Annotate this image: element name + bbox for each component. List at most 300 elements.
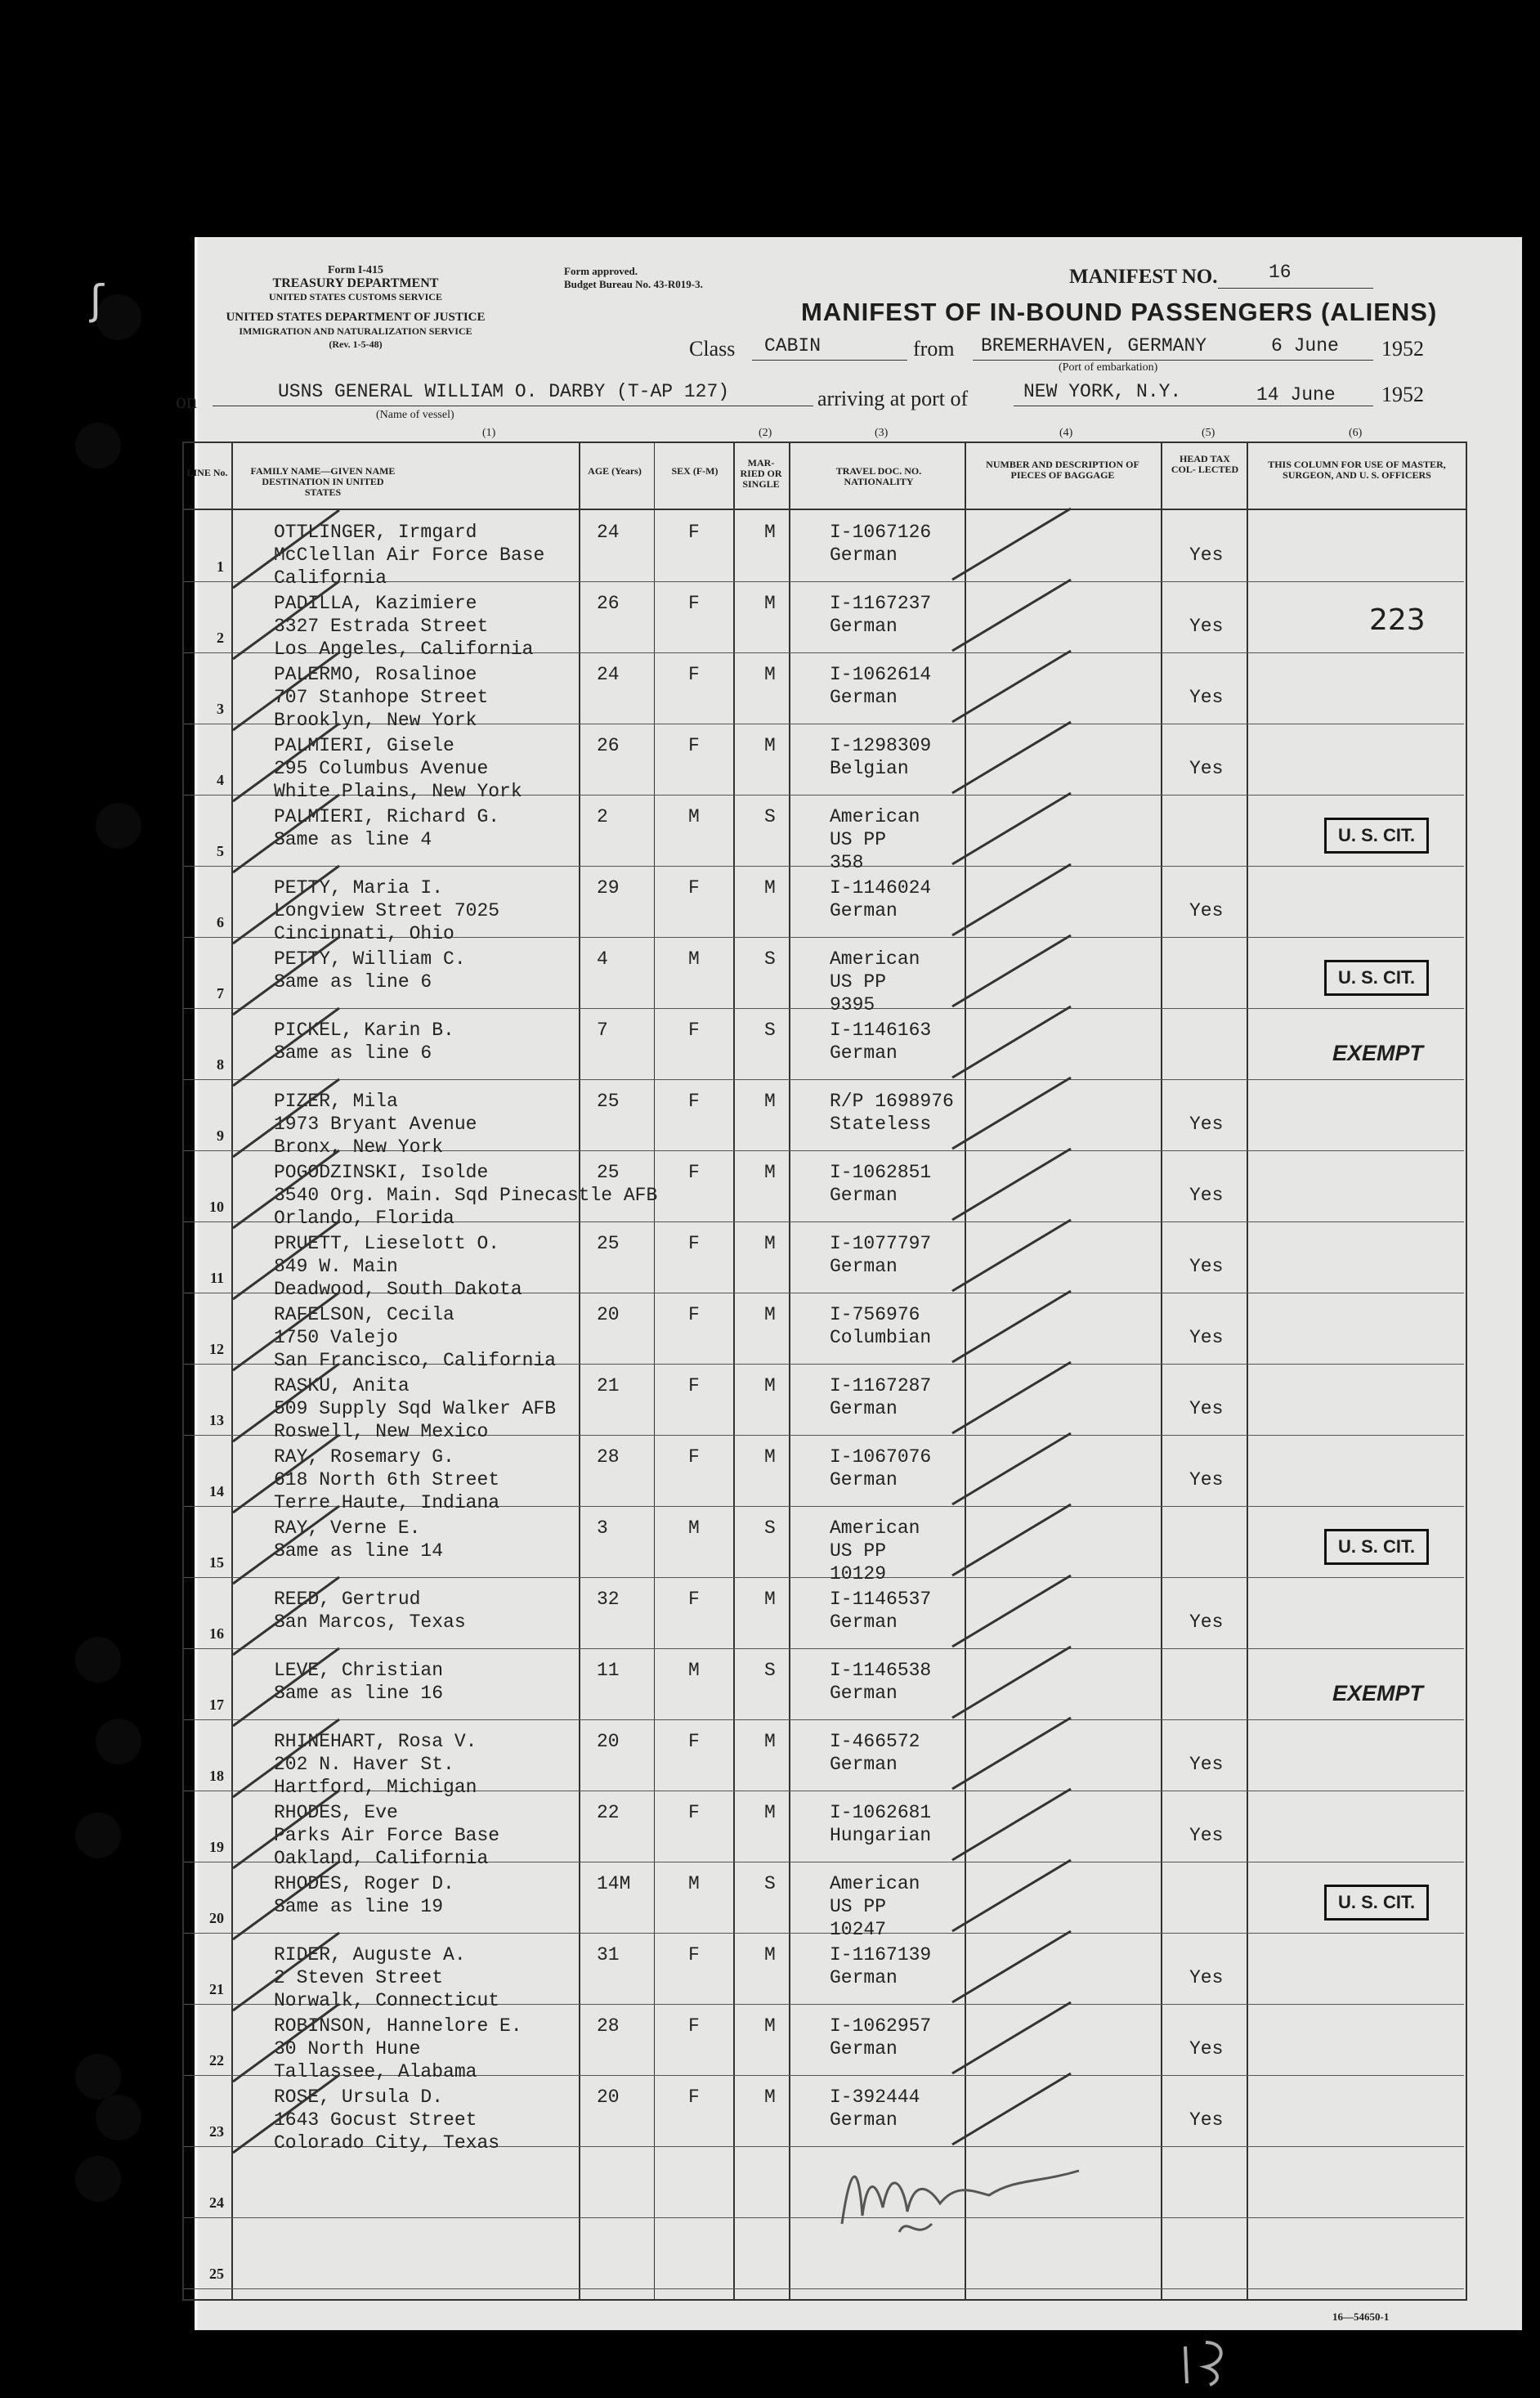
travel-doc-number: American [830,806,920,827]
destination-line-1: 849 W. Main [274,1256,398,1277]
port-embarkation-caption: (Port of embarkation) [1059,361,1158,374]
destination-line-2: Hartford, Michigan [274,1777,477,1798]
punch-hole [75,423,121,468]
passenger-name: RAY, Rosemary G. [274,1446,454,1468]
line-number: 5 [217,843,224,859]
age: 20 [597,1304,620,1325]
vessel-name: USNS GENERAL WILLIAM O. DARBY (T-AP 127) [278,381,730,402]
passenger-name: PETTY, William C. [274,948,466,970]
nationality: German [830,616,898,637]
line-number: 20 [209,1910,224,1926]
col-age: AGE (Years) [588,465,642,477]
sex: F [688,664,700,685]
travel-doc-number: I-1146163 [830,1020,932,1041]
line-number: 7 [217,985,224,1002]
check-slash-mark [229,2071,343,2161]
destination-line-2: White Plains, New York [274,781,522,802]
row-divider [184,1933,1464,1934]
marital-status: M [764,1802,776,1823]
departure-year: 1952 [1381,337,1424,361]
sex: F [688,1944,700,1965]
head-tax-collected: Yes [1189,1967,1224,1988]
row-divider [184,1719,1464,1720]
head-tax-collected: Yes [1189,1754,1224,1775]
manifest-number: 16 [1269,262,1292,283]
passenger-name: PALMIERI, Richard G. [274,806,500,827]
destination-line-1: 1973 Bryant Avenue [274,1114,477,1135]
destination-line-1: Same as line 16 [274,1683,444,1704]
passenger-name: PICKEL, Karin B. [274,1020,454,1041]
arrival-date: 14 June [1256,384,1336,406]
passenger-name: PALERMO, Rosalinoe [274,664,477,685]
punch-hole [75,1813,121,1858]
line-number: 10 [209,1199,224,1215]
passenger-name: REED, Gertrud [274,1589,421,1610]
head-tax-collected: Yes [1189,616,1224,637]
destination-line-1: McClellan Air Force Base [274,545,545,566]
head-tax-collected: Yes [1189,545,1224,566]
travel-doc-number: I-1077797 [830,1233,932,1254]
destination-line-1: San Marcos, Texas [274,1611,466,1633]
age: 7 [597,1020,608,1041]
passenger-name: RHODES, Eve [274,1802,398,1823]
head-tax-collected: Yes [1189,2109,1224,2131]
sex: M [688,806,700,827]
destination-line-2: Tallassee, Alabama [274,2061,477,2082]
age: 28 [597,1446,620,1468]
passenger-name: ROSE, Ursula D. [274,2086,444,2108]
line-number: 23 [209,2123,224,2140]
age: 22 [597,1802,620,1823]
exempt-stamp: EXEMPT [1332,1041,1424,1065]
travel-doc-number: I-1146537 [830,1589,932,1610]
punch-hole [75,1637,121,1683]
line-number: 6 [217,914,224,930]
marital-status: M [764,1162,776,1183]
form-approved: Form approved. [564,265,638,277]
marital-status: M [764,1233,776,1254]
col-num-4: (4) [1059,427,1073,439]
passenger-name: PALMIERI, Gisele [274,735,454,756]
line-number: 21 [209,1981,224,1997]
age: 24 [597,522,620,543]
age: 20 [597,2086,620,2108]
marital-status: M [764,1304,776,1325]
col-sex: SEX (F-M) [671,465,719,477]
baggage-slash-mark [948,1925,1079,2006]
travel-doc-number: I-392444 [830,2086,920,2108]
nationality: German [830,1256,898,1277]
sex: F [688,2015,700,2037]
line-number: 17 [209,1697,224,1713]
travel-doc-number: I-1298309 [830,735,932,756]
age: 28 [597,2015,620,2037]
destination-line-1: 509 Supply Sqd Walker AFB [274,1398,557,1419]
marital-status: M [764,593,776,614]
destination-line-1: 30 North Hune [274,2038,421,2060]
corner-mark: ʃ [90,276,104,324]
passenger-name: PADILLA, Kazimiere [274,593,477,614]
col-num-6: (6) [1349,427,1363,439]
age: 32 [597,1589,620,1610]
us-citizen-stamp: U. S. CIT. [1324,818,1429,854]
travel-doc-number: I-1062957 [830,2015,932,2037]
baggage-slash-mark [948,573,1079,655]
nationality: Stateless [830,1114,932,1135]
destination-line-2: Los Angeles, California [274,639,534,660]
marital-status: S [764,1020,776,1041]
class-value: CABIN [764,335,821,356]
form-number: Form I-415 [327,264,384,276]
row-divider [184,1648,1464,1649]
travel-doc-number: I-466572 [830,1731,920,1752]
marital-status: M [764,735,776,756]
destination-line-2: Colorado City, Texas [274,2132,500,2154]
age: 25 [597,1162,620,1183]
footer-code: 16—54650-1 [1332,2311,1390,2323]
passport-number: 10247 [830,1919,887,1940]
age: 11 [597,1660,620,1681]
marital-status: M [764,2015,776,2037]
travel-doc-number: I-1167237 [830,593,932,614]
travel-doc-number: I-1167287 [830,1375,932,1396]
nationality: German [830,2038,898,2060]
punch-hole [75,2156,121,2202]
destination-line-1: Parks Air Force Base [274,1825,500,1846]
baggage-slash-mark [948,1782,1079,1864]
age: 21 [597,1375,620,1396]
passenger-name: RIDER, Auguste A. [274,1944,466,1965]
baggage-slash-mark [948,787,1079,868]
marital-status: M [764,522,776,543]
sex: F [688,1802,700,1823]
destination-line-1: 618 North 6th Street [274,1469,500,1490]
marital-status: M [764,1944,776,1965]
sex: M [688,948,700,970]
sex: F [688,1589,700,1610]
punch-hole [96,803,141,849]
head-tax-collected: Yes [1189,2038,1224,2060]
baggage-slash-mark [948,1996,1079,2078]
head-tax-collected: Yes [1189,1398,1224,1419]
marital-status: S [764,806,776,827]
age: 31 [597,1944,620,1965]
passenger-name: LEVE, Christian [274,1660,444,1681]
line-number: 14 [209,1483,224,1499]
age: 3 [597,1517,608,1539]
head-tax-collected: Yes [1189,758,1224,779]
nationality: German [830,1611,898,1633]
nationality: US PP [830,1540,887,1562]
marital-status: M [764,1091,776,1112]
destination-line-2: Roswell, New Mexico [274,1421,489,1442]
travel-doc-number: I-1062681 [830,1802,932,1823]
nationality: German [830,1469,898,1490]
destination-line-2: Terre Haute, Indiana [274,1492,500,1513]
destination-line-1: 295 Columbus Avenue [274,758,489,779]
line-number: 15 [209,1554,224,1571]
punch-hole [96,1719,141,1764]
passenger-name: PIZER, Mila [274,1091,398,1112]
sex: F [688,1020,700,1041]
line-number: 16 [209,1625,224,1642]
baggage-slash-mark [948,502,1079,584]
sex: F [688,1446,700,1468]
us-citizen-stamp: U. S. CIT. [1324,1529,1429,1565]
col-num-1: (1) [482,427,496,439]
destination-line-2: Brooklyn, New York [274,710,477,731]
baggage-slash-mark [948,1569,1079,1651]
destination-line-2: California [274,567,387,589]
customs-service: UNITED STATES CUSTOMS SERVICE [269,291,442,303]
col-num-5: (5) [1202,427,1215,439]
col-name: FAMILY NAME—GIVEN NAME DESTINATION IN UNITED STATES [250,465,396,498]
travel-doc-number: I-1067126 [830,522,932,543]
sex: F [688,1162,700,1183]
baggage-slash-mark [948,644,1079,726]
line-number: 18 [209,1768,224,1784]
destination-line-2: San Francisco, California [274,1350,557,1371]
revision: (Rev. 1-5-48) [329,338,383,350]
manifest-label: MANIFEST NO. [1069,266,1218,288]
departure-date: 6 June [1271,335,1339,356]
baggage-slash-mark [948,858,1079,939]
nationality: Hungarian [830,1825,932,1846]
nationality: German [830,1398,898,1419]
baggage-slash-mark [948,1498,1079,1580]
sex: F [688,877,700,899]
line-number: 25 [209,2266,224,2282]
destination-line-1: Same as line 6 [274,971,432,993]
line-number: 9 [217,1127,224,1144]
destination-line-1: Same as line 14 [274,1540,444,1562]
head-tax-collected: Yes [1189,1114,1224,1135]
page-number: 223 [1369,603,1426,637]
line-number: 3 [217,701,224,717]
nationality: US PP [830,971,887,993]
col-baggage: NUMBER AND DESCRIPTION OF PIECES OF BAGGAGE [986,459,1139,481]
nationality: German [830,1042,898,1064]
destination-line-2: Bronx, New York [274,1136,444,1158]
marital-status: M [764,2086,776,2108]
budget-bureau: Budget Bureau No. 43-R019-3. [564,278,703,290]
sex: F [688,593,700,614]
punch-hole [75,2054,121,2100]
exempt-stamp: EXEMPT [1332,1681,1424,1705]
age: 24 [597,664,620,685]
baggage-slash-mark [948,715,1079,797]
manifest-title: MANIFEST OF IN-BOUND PASSENGERS (ALIENS) [801,298,1438,326]
passenger-name: ROBINSON, Hannelore E. [274,2015,522,2037]
nationality: US PP [830,1896,887,1917]
marital-status: M [764,1731,776,1752]
arrival-year: 1952 [1381,383,1424,406]
destination-line-1: 707 Stanhope Street [274,687,489,708]
row-divider [184,1577,1464,1578]
line-number: 1 [217,558,224,575]
destination-line-2: Oakland, California [274,1848,489,1869]
sex: F [688,735,700,756]
nationality: German [830,900,898,921]
nationality: German [830,2109,898,2131]
baggage-slash-mark [948,1711,1079,1793]
punch-hole [96,2095,141,2140]
nationality: German [830,1967,898,1988]
sex: F [688,1731,700,1752]
line-number: 12 [209,1341,224,1357]
destination-line-1: Same as line 4 [274,829,432,850]
baggage-slash-mark [948,1284,1079,1366]
baggage-slash-mark [948,1853,1079,1935]
travel-doc-number: R/P 1698976 [830,1091,954,1112]
line-number: 13 [209,1412,224,1428]
head-tax-collected: Yes [1189,1611,1224,1633]
marital-status: S [764,1660,776,1681]
signature-scrawl [826,2134,1104,2257]
row-divider [184,1079,1464,1080]
head-tax-collected: Yes [1189,687,1224,708]
travel-doc-number: I-1067076 [830,1446,932,1468]
us-citizen-stamp: U. S. CIT. [1324,960,1429,996]
age: 20 [597,1731,620,1752]
sex: F [688,2086,700,2108]
line-number: 8 [217,1056,224,1073]
arriving-label: arriving at port of [817,387,969,410]
travel-doc-number: I-1146538 [830,1660,932,1681]
sex: M [688,1517,700,1539]
destination-line-2: Orlando, Florida [274,1208,454,1229]
passenger-name: RHINEHART, Rosa V. [274,1731,477,1752]
baggage-slash-mark [948,1356,1079,1437]
row-divider [184,2217,1464,2218]
sex: F [688,1304,700,1325]
passenger-name: RAY, Verne E. [274,1517,421,1539]
col-travel-doc: TRAVEL DOC. NO. NATIONALITY [835,465,922,487]
travel-doc-number: I-1062614 [830,664,932,685]
col-officers: THIS COLUMN FOR USE OF MASTER, SURGEON, AND U. S. OFFICERS [1268,459,1446,481]
baggage-slash-mark [948,1000,1079,1082]
nationality: Columbian [830,1327,932,1348]
baggage-slash-mark [948,1071,1079,1153]
baggage-slash-mark [948,1427,1079,1508]
passport-number: 10129 [830,1563,887,1584]
from-value: BREMERHAVEN, GERMANY [981,335,1207,356]
travel-doc-number: American [830,948,920,970]
passenger-name: PETTY, Maria I. [274,877,444,899]
sex: M [688,1873,700,1894]
line-number: 4 [217,772,224,788]
justice-dept: UNITED STATES DEPARTMENT OF JUSTICE [226,311,486,324]
destination-line-1: 1750 Valejo [274,1327,398,1348]
nationality: US PP [830,829,887,850]
row-divider [184,866,1464,867]
passenger-name: POGODZINSKI, Isolde [274,1162,489,1183]
col-num-3: (3) [875,427,889,439]
nationality: German [830,1683,898,1704]
line-number: 24 [209,2194,224,2211]
from-label: from [913,337,955,361]
marital-status: M [764,877,776,899]
baggage-slash-mark [948,929,1079,1011]
destination-line-1: Same as line 19 [274,1896,444,1917]
age: 26 [597,593,620,614]
travel-doc-number: I-1062851 [830,1162,932,1183]
nationality: German [830,687,898,708]
baggage-slash-mark [948,1142,1079,1224]
bottom-mark [1177,2334,1259,2391]
arrival-port: NEW YORK, N.Y. [1023,381,1182,402]
baggage-slash-mark [948,1640,1079,1722]
passenger-name: RAFELSON, Cecila [274,1304,454,1325]
marital-status: M [764,1375,776,1396]
nationality: German [830,545,898,566]
treasury-dept: TREASURY DEPARTMENT [272,276,439,290]
destination-line-1: Same as line 6 [274,1042,432,1064]
row-divider [184,1008,1464,1009]
destination-line-2: Norwalk, Connecticut [274,1990,500,2011]
age: 29 [597,877,620,899]
destination-line-1: 1643 Gocust Street [274,2109,477,2131]
class-label: Class [689,337,736,361]
sex: F [688,1233,700,1254]
travel-doc-number: I-1167139 [830,1944,932,1965]
destination-line-1: Longview Street 7025 [274,900,500,921]
travel-doc-number: American [830,1873,920,1894]
marital-status: S [764,1873,776,1894]
marital-status: M [764,664,776,685]
passenger-name: RHODES, Roger D. [274,1873,454,1894]
marital-status: S [764,1517,776,1539]
line-number: 11 [209,1270,224,1286]
line-number: 2 [217,630,224,646]
age: 14M [597,1873,631,1894]
us-citizen-stamp: U. S. CIT. [1324,1885,1429,1921]
nationality: German [830,1754,898,1775]
on-label: on [176,389,197,413]
destination-line-1: 202 N. Haver St. [274,1754,454,1775]
baggage-slash-mark [948,1213,1079,1295]
sex: M [688,1660,700,1681]
sex: F [688,522,700,543]
nationality: German [830,1185,898,1206]
marital-status: M [764,1446,776,1468]
line-number: 22 [209,2052,224,2069]
sex: F [688,1091,700,1112]
nationality: Belgian [830,758,909,779]
passenger-name: RASKU, Anita [274,1375,410,1396]
col-head-tax: HEAD TAX COL- LECTED [1171,453,1239,475]
col-married: MAR- RIED OR SINGLE [740,457,782,490]
row-divider [184,2288,1464,2289]
age: 25 [597,1233,620,1254]
sex: F [688,1375,700,1396]
passenger-name: PRUETT, Lieselott O. [274,1233,500,1254]
age: 25 [597,1091,620,1112]
age: 26 [597,735,620,756]
head-tax-collected: Yes [1189,1469,1224,1490]
destination-line-1: 3327 Estrada Street [274,616,489,637]
destination-line-1: 2 Steven Street [274,1967,444,1988]
passport-number: 358 [830,852,864,873]
destination-line-2: Deadwood, South Dakota [274,1279,522,1300]
head-tax-collected: Yes [1189,1825,1224,1846]
marital-status: S [764,948,776,970]
col-num-2: (2) [759,427,772,439]
col-line-no: LINE No. [186,467,228,478]
passenger-name: OTTLINGER, Irmgard [274,522,477,543]
head-tax-collected: Yes [1189,1256,1224,1277]
head-tax-collected: Yes [1189,900,1224,921]
